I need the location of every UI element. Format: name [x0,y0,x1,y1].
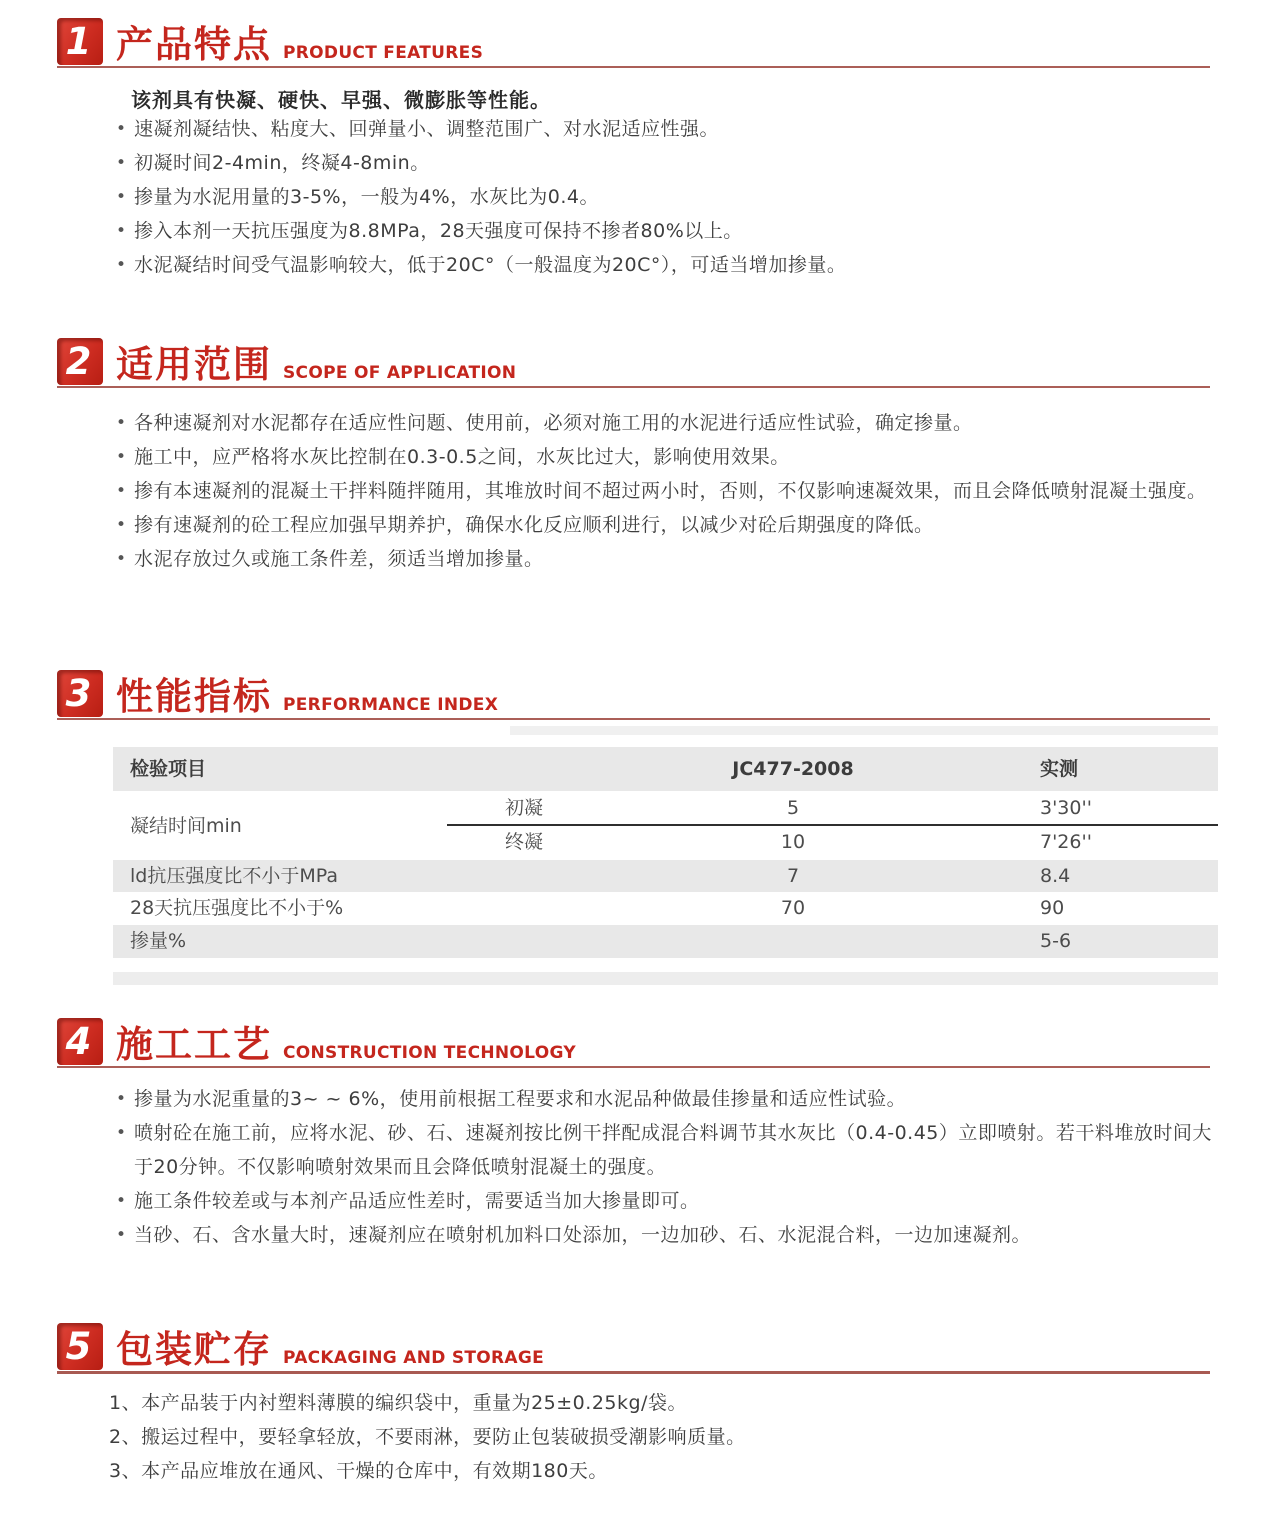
section-3-header [57,670,1212,722]
table-row [113,860,1218,892]
section-number: 3 [65,672,92,715]
table-header-row [113,747,1218,791]
features-intro: 该剂具有快凝、硬快、早强、微膨胀等性能。 [131,88,551,112]
table-cell-standard: 10 [780,831,806,853]
numbered-item: 2、搬运过程中，要轻拿轻放，不要雨淋，要防止包装破损受潮影响质量。 [109,1426,746,1448]
bullet-item: • 各种速凝剂对水泥都存在适应性问题、使用前，必须对施工用的水泥进行适应性试验，确定掺量。 [113,406,1218,440]
table-header-standard: JC477-2008 [732,758,854,780]
section-subtitle: PERFORMANCE INDEX [283,695,499,715]
table-cell-standard: 5 [786,797,800,819]
bullet-item: • 水泥存放过久或施工条件差，须适当增加掺量。 [113,542,1218,576]
table-header-item: 检验项目 [130,758,207,780]
table-cell-subitem: 终凝 [505,831,544,853]
bullet-item: • 掺有速凝剂的砼工程应加强早期养护，确保水化反应顺利进行，以减少对砼后期强度的降低。 [113,508,1218,542]
section-underline [57,1066,1210,1068]
table-subrow-final-set [113,826,1218,859]
section-title: 性能指标 [116,675,272,718]
table-cell-standard: 7 [786,865,800,887]
bullet-item: • 施工中，应严格将水灰比控制在0.3-0.5之间，水灰比过大，影响使用效果。 [113,440,1218,474]
table-cell-item: 凝结时间min [130,815,242,837]
section-number: 4 [65,1020,92,1063]
section-3-badge [57,670,103,717]
section-subtitle: CONSTRUCTION TECHNOLOGY [283,1043,576,1063]
section-underline [57,66,1210,68]
table-cell-subitem: 初凝 [505,797,544,819]
bullet-item: • 掺入本剂一天抗压强度为8.8MPa，28天强度可保持不掺者80%以上。 [113,214,1218,248]
bullet-item: • 掺有本速凝剂的混凝土干拌料随拌随用，其堆放时间不超过两小时，否则，不仅影响速凝效果，而且会降低喷射混凝土强度。 [113,474,1218,508]
section-1-header [57,18,1212,70]
bullet-item: • 初凝时间2-4min，终凝4-8min。 [113,146,1218,180]
section-2-header [57,338,1212,390]
table-cell-measured: 90 [1040,897,1065,919]
table-cell-measured: 3'30'' [1040,797,1092,819]
table-cell-item: 28天抗压强度比不小于% [130,897,344,919]
table-row-setting-time [113,791,1218,860]
bullet-item: • 速凝剂凝结快、粘度大、回弹量小、调整范围广、对水泥适应性强。 [113,112,1218,146]
bullet-item: • 施工条件较差或与本剂产品适应性差时，需要适当加大掺量即可。 [113,1184,1218,1218]
section-5-badge [57,1323,103,1370]
section-underline [57,386,1210,388]
section-4-header [57,1018,1212,1070]
section-title: 施工工艺 [116,1023,272,1066]
bullet-item: • 当砂、石、含水量大时，速凝剂应在喷射机加料口处添加，一边加砂、石、水泥混合料，一边加速凝剂。 [113,1218,1218,1252]
packaging-list [109,1386,1214,1488]
bullet-item: • 喷射砼在施工前，应将水泥、砂、石、速凝剂按比例干拌配成混合料调节其水灰比（0.4-0.45）立即喷射。若干料堆放时间大于20分钟。不仅影响喷射效果而且会降低喷射混凝土的强度。 [113,1116,1218,1184]
table-cell-measured: 5-6 [1040,930,1072,952]
bullet-item: • 水泥凝结时间受气温影响较大，低于20C°（一般温度为20C°），可适当增加掺量。 [113,248,1218,282]
construction-bullet-list [113,1082,1218,1252]
table-top-strip [510,726,1218,735]
table-subrow-initial-set [113,791,1218,825]
section-title: 产品特点 [116,23,272,66]
section-1-badge [57,18,103,65]
numbered-item: 3、本产品应堆放在通风、干燥的仓库中，有效期180天。 [109,1460,608,1482]
table-cell-item: 掺量% [130,930,187,952]
section-number: 5 [65,1325,92,1368]
section-4-badge [57,1018,103,1065]
section-subtitle: PACKAGING AND STORAGE [283,1348,545,1368]
section-title: 包装贮存 [116,1328,272,1371]
table-bottom-strip [113,972,1218,985]
performance-index-table [113,747,1218,985]
section-title: 适用范围 [116,343,272,386]
table-cell-standard: 70 [780,897,806,919]
section-number: 1 [65,20,92,63]
features-bullet-list [113,112,1218,282]
section-underline [57,1371,1210,1374]
table-cell-measured: 8.4 [1040,865,1071,887]
section-2-badge [57,338,103,385]
section-number: 2 [65,340,92,383]
section-underline [57,718,1210,720]
section-5-header [57,1323,1212,1375]
table-cell-measured: 7'26'' [1040,831,1092,853]
table-gap [113,958,1218,972]
table-row [113,892,1218,925]
bullet-item: • 掺量为水泥重量的3~ ~ 6%，使用前根据工程要求和水泥品种做最佳掺量和适应性试验。 [113,1082,1218,1116]
numbered-item: 1、本产品装于内衬塑料薄膜的编织袋中，重量为25±0.25kg/袋。 [109,1392,687,1414]
table-cell-item: ld抗压强度比不小于MPa [130,865,338,887]
table-header-measured: 实测 [1040,758,1079,780]
bullet-item: • 掺量为水泥用量的3-5%，一般为4%，水灰比为0.4。 [113,180,1218,214]
section-subtitle: SCOPE OF APPLICATION [283,363,517,383]
section-subtitle: PRODUCT FEATURES [283,43,484,63]
table-row [113,925,1218,958]
scope-bullet-list [113,406,1218,576]
